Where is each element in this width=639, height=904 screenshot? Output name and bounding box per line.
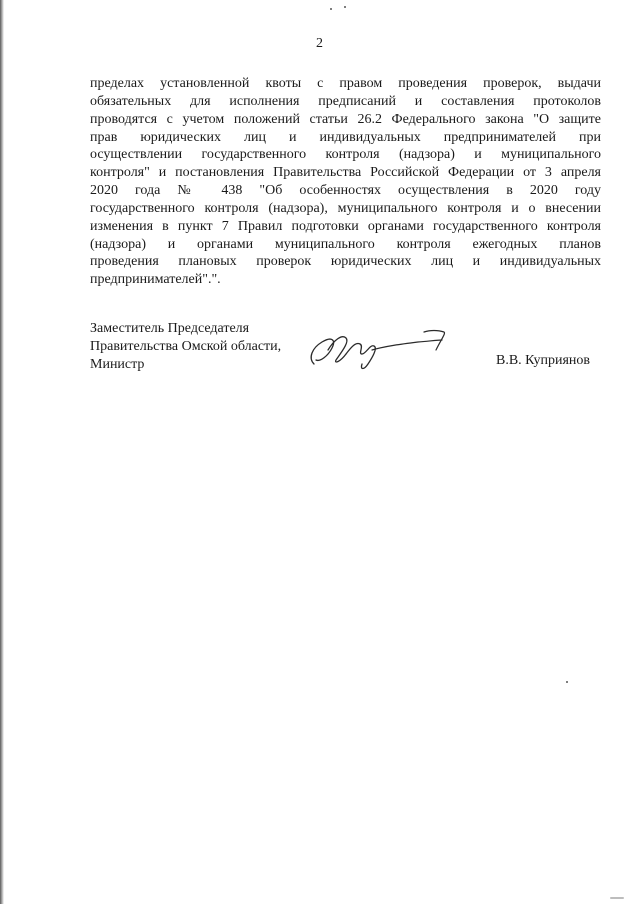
body-line: 2020 года № 438 "Об особенностях осуществления в 2020 году [90,183,601,199]
body-line: проведения плановых проверок юридических лиц и индивидуальных [90,254,601,270]
body-line: осуществлении государственного контроля (надзора) и муниципального [90,147,601,163]
signatory-name: В.В. Куприянов [496,353,590,368]
body-line: пределах установленной квоты с правом проведения проверок, выдачи [90,76,601,91]
signatory-title-line: Министр [90,357,145,372]
signatory-title [90,320,281,374]
scan-speck [566,681,568,683]
body-line: изменения в пункт 7 Правил подготовки органами государственного контроля [90,218,601,234]
body-paragraph [90,75,601,289]
signatory-title-line: Заместитель Председателя [90,321,250,336]
body-line: проводятся с учетом положений статьи 26.2 Федерального закона "О защите [90,111,601,127]
scan-speck [610,897,624,899]
body-line: (надзора) и органами муниципального контроля ежегодных планов [90,236,601,252]
body-line: контроля" и постановления Правительства Российской Федерации от 3 апреля [90,165,601,181]
signatory-title-line: Правительства Омской области, [90,339,282,354]
body-line: государственного контроля (надзора), муниципального контроля и о внесении [90,200,601,216]
page-number: 2 [316,36,323,51]
scan-speck [330,8,332,10]
body-line: обязательных для исполнения предписаний и составления протоколов [90,93,601,109]
body-line: предпринимателей".". [90,272,221,288]
handwritten-signature [306,320,456,376]
scan-edge-shadow [0,0,4,904]
body-line: прав юридических лиц и индивидуальных предпринимателей при [90,129,601,145]
scan-speck [344,6,346,8]
